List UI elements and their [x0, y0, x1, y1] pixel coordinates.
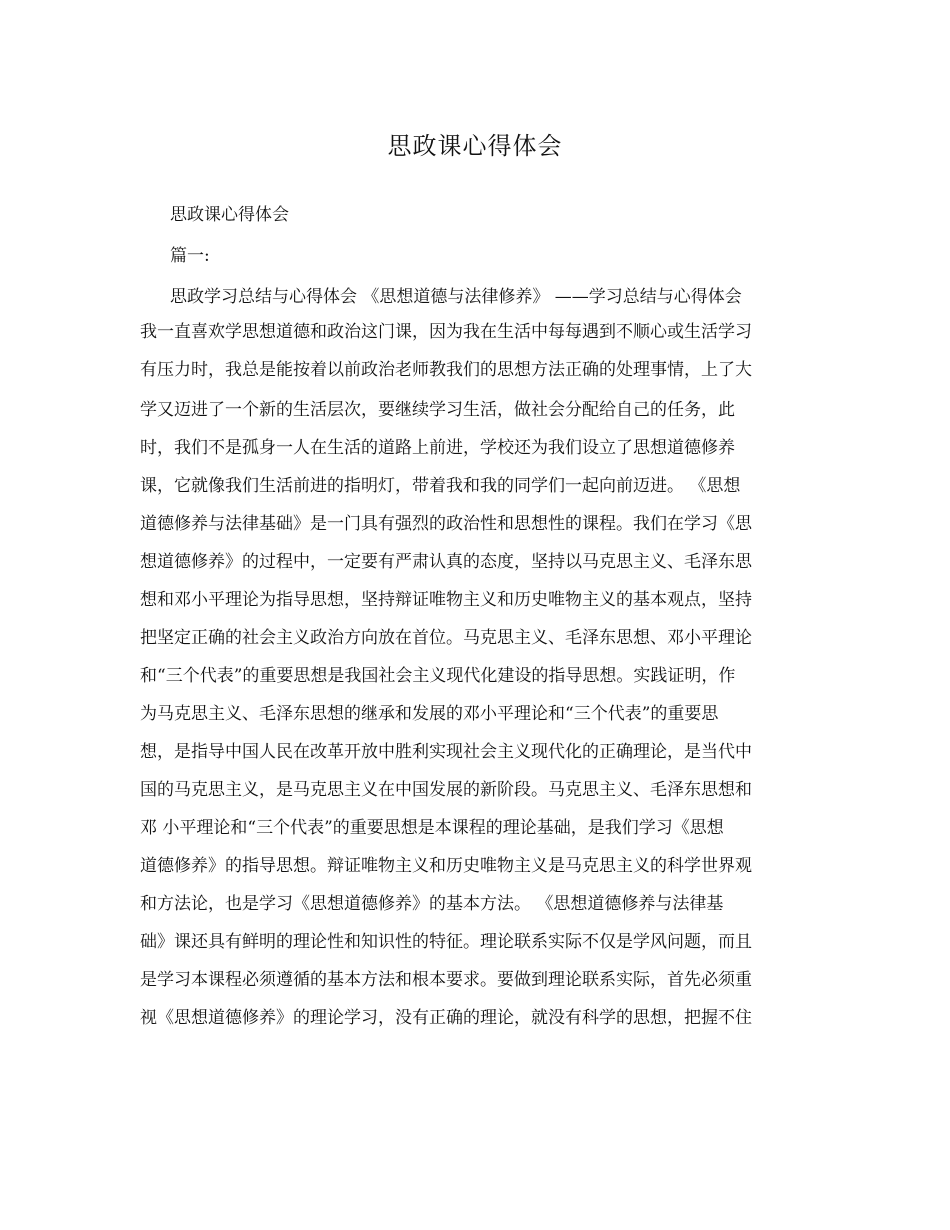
body-line: 邓 小平理论和“三个代表”的重要思想是本课程的理论基础，是我们学习《思想 [140, 818, 724, 838]
body-line: 和方法论，也是学习《思想道德修养》的基本方法。 《思想道德修养与法律基 [140, 894, 724, 914]
body-line: 时，我们不是孤身一人在生活的道路上前进，学校还为我们设立了思想道德修养 [140, 438, 735, 458]
body-line: 视《思想道德修养》的理论学习，没有正确的理论，就没有科学的思想，把握不住 [140, 1008, 752, 1028]
body-line: 是学习本课程必须遵循的基本方法和根本要求。要做到理论联系实际，首先必须重 [140, 970, 752, 990]
body-line: 我一直喜欢学思想道德和政治这门课，因为我在生活中每每遇到不顺心或生活学习 [140, 322, 752, 342]
body-line: 础》课还具有鲜明的理论性和知识性的特征。理论联系实际不仅是学风问题，而且 [140, 932, 752, 952]
body-line: 思政学习总结与心得体会 《思想道德与法律修养》 ——学习总结与心得体会 [170, 287, 742, 307]
body-line: 课，它就像我们生活前进的指明灯，带着我和我的同学们一起向前迈进。 《思想 [140, 476, 741, 496]
document-subtitle: 思政课心得体会 [170, 205, 289, 225]
body-line: 学又迈进了一个新的生活层次，要继续学习生活，做社会分配给自己的任务，此 [140, 400, 735, 420]
body-line: 想，是指导中国人民在改革开放中胜利实现社会主义现代化的正确理论，是当代中 [140, 742, 752, 762]
body-line: 为马克思主义、毛泽东思想的继承和发展的邓小平理论和“三个代表”的重要思 [140, 704, 719, 724]
body-line: 道德修养》的指导思想。辩证唯物主义和历史唯物主义是马克思主义的科学世界观 [140, 856, 752, 876]
body-line: 有压力时，我总是能按着以前政治老师教我们的思想方法正确的处理事情，上了大 [140, 360, 752, 380]
body-line: 想道德修养》的过程中，一定要有严肃认真的态度，坚持以马克思主义、毛泽东思 [140, 552, 752, 572]
body-line: 道德修养与法律基础》是一门具有强烈的政治性和思想性的课程。我们在学习《思 [140, 514, 752, 534]
document-title: 思政课心得体会 [387, 132, 563, 160]
section-label: 篇一: [170, 246, 210, 266]
body-line: 和“三个代表”的重要思想是我国社会主义现代化建设的指导思想。实践证明，作 [140, 666, 736, 686]
body-line: 国的马克思主义，是马克思主义在中国发展的新阶段。马克思主义、毛泽东思想和 [140, 780, 752, 800]
body-line: 把坚定正确的社会主义政治方向放在首位。马克思主义、毛泽东思想、邓小平理论 [140, 628, 752, 648]
body-line: 想和邓小平理论为指导思想，坚持辩证唯物主义和历史唯物主义的基本观点，坚持 [140, 590, 752, 610]
